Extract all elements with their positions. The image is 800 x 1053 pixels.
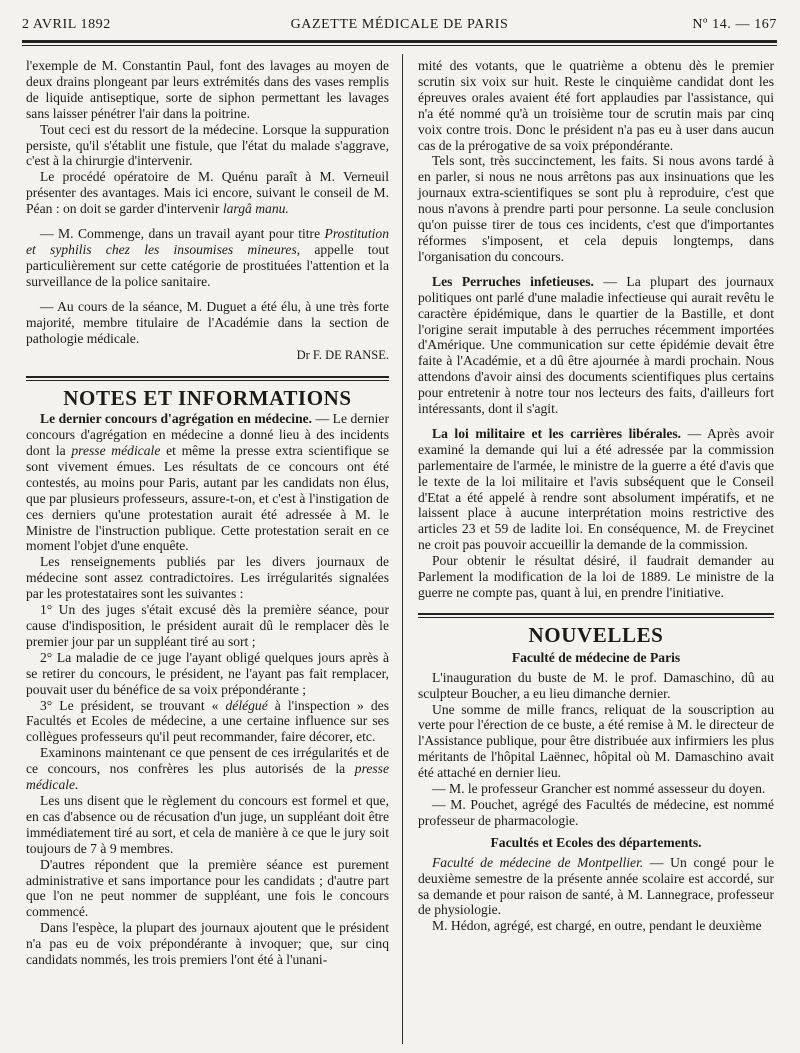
- paragraph: Le dernier concours d'agrégation en médecine. — Le dernier concours d'agrégation en médecine a donné lieu à des incidents dont la presse médicale et même la presse extra scientifique se sont vivement émues. Les résultats de ce concours ont été contestés, au moins pour Paris, autant par les candidats non élus, que par plusieurs professeurs, assure-t-on, et c'est à l'instigation de ces derniers qu'une protestation aurait été adressée à M. le Ministre de l'instruction publique. Cette protestation serait en ce moment l'objet d'une enquête.: [26, 411, 389, 554]
- paragraph: Le procédé opératoire de M. Quénu paraît à M. Verneuil présenter des avantages. Mais ici encore, suivant le conseil de M. Péan : on doit se garder d'intervenir largâ manu.: [26, 169, 389, 217]
- paragraph: M. Hédon, agrégé, est chargé, en outre, pendant le deuxième: [432, 918, 762, 934]
- paragraph: Une somme de mille francs, reliquat de la souscription au verte pour l'érection de ce buste, a été remise à M. le directeur de l'Assistance publique, pour être distribuée aux infirmiers les plus méritants de l'hôpital Laënnec, hôpital où M. Damaschino avait été attaché en dernier lieu.: [418, 701, 774, 781]
- paragraph: Pour obtenir le résultat désiré, il faudrait demander au Parlement la modification de la loi de 1889. Le ministre de la guerre ne compte pas, quant à lui, en prendre l'initiative.: [418, 553, 774, 600]
- paragraph: 2° La maladie de ce juge l'ayant obligé quelques jours après à se retirer du concours, le président, ne l'ayant pas fait remplacer, pouvait user du bénéfice de sa voix prépondérante ;: [26, 649, 389, 697]
- header-journal: GAZETTE MÉDICALE DE PARIS: [290, 17, 509, 32]
- paragraph: Examinons maintenant ce que pensent de ces irrégularités et de ce concours, nos confrères les plus autorisés de la presse médicale.: [26, 745, 389, 793]
- paragraph: l'exemple de M. Constantin Paul, font des lavages au moyen de deux drains plongeant par leurs extrémités dans des vases remplis de liquide antiseptique, sorte de siphon permettant les lavages sans laisser pénétrer l'air dans la poitrine.: [26, 58, 389, 121]
- right-column: [418, 58, 774, 934]
- paragraph: — M. le professeur Grancher est nommé assesseur du doyen.: [432, 781, 766, 797]
- paragraph: Les Perruches infetieuses. — La plupart des journaux politiques ont parlé d'une maladie infectieuse qui aurait revêtu le caractère épidémique, dans le quartier de la Bastille, et dont l'origine serait imputable à des perruches récemment importées d'Amérique. Une communication sur cette épidémie devait être faite à l'Académie, et a dû être ajournée à mardi prochain. Nous attendons d'avoir ainsi des documents scientifiques plus certains pour entretenir à notre tour nos lecteurs des faits, d'ailleurs fort intéressants, dont il s'agit.: [418, 273, 774, 417]
- paragraph: Les uns disent que le règlement du concours est formel et que, en cas d'absence ou de récusation d'un juge, un suppléant doit être immédiatement tiré au sort, et cela de manière à ce que le jury soit toujours de 7 à 9 membres.: [26, 792, 389, 856]
- paragraph: La loi militaire et les carrières libérales. — Après avoir examiné la demande qui lui a été adressée par la commission parlementaire de l'armée, le ministre de la guerre a été d'avis que le texte de la loi militaire et l'avis subséquent que le Conseil d'Etat a été appelé à rendre sont absolument impératifs, et ne laissent place à aucune interprétation moins restrictive des articles 23 et 59 de ladite loi. En conséquence, M. de Freycinet ne croit pas pouvoir accueillir la demande de la commission.: [418, 425, 775, 553]
- signature: Dr F. DE RANSE.: [296, 348, 389, 363]
- paragraph: Tout ceci est du ressort de la médecine. Lorsque la suppuration persiste, qu'il s'établit une fistule, que l'état du malade s'aggrave, c'est à la chirurgie d'intervenir.: [26, 121, 389, 169]
- paragraph: Faculté de médecine de Montpellier. — Un congé pour le deuxième semestre de la présente année scolaire est accordé, sur sa demande et pour raison de santé, à M. Lannegrace, professeur de physiologie.: [418, 854, 774, 918]
- subsection-title: Facultés et Ecoles des départements.: [490, 834, 702, 850]
- paragraph: Les renseignements publiés par les divers journaux de médecine sont assez contradictoires. Les irrégularités signalées par les protestataires sont les suivantes :: [26, 554, 389, 602]
- paragraph: D'autres répondent que la première séance est purement administrative et sans importance pour les candidats ; d'autre part que l'on ne peut nommer de suppléant, une fois le concours commencé.: [26, 856, 389, 920]
- paragraph: — Au cours de la séance, M. Duguet a été élu, à une très forte majorité, membre titulaire de l'Académie dans la section de pathologie médicale.: [26, 298, 389, 346]
- section-title: NOUVELLES: [528, 622, 664, 647]
- section-title: NOTES ET INFORMATIONS: [63, 386, 352, 411]
- paragraph: L'inauguration du buste de M. le prof. Damaschino, dû au sculpteur Boucher, a eu lieu dimanche dernier.: [418, 669, 774, 701]
- header-rule: [22, 40, 777, 46]
- header-date: 2 AVRIL 1892: [22, 17, 111, 32]
- paragraph: — M. Commenge, dans un travail ayant pour titre Prostitution et syphilis chez les insoumises mineures, appelle tout particulièrement sur cette catégorie de prostituées l'attention et la surveillance de la police sanitaire.: [26, 226, 390, 289]
- paragraph: mité des votants, que le quatrième a obtenu dès le premier scrutin six voix sur huit. Reste le cinquième candidat dont les épreuves orales avaient été fort applaudies par l'assistance, qui n'a été nommé qu'à un troisième tour de scrutin mais par cinq voix contre trois. Donc le président n'a pas eu à user dans aucun cas de la prérogative de sa voix prépondérante.: [418, 58, 774, 153]
- subsection-title: Faculté de médecine de Paris: [511, 649, 681, 665]
- paragraph: 1° Un des juges s'était excusé dès la première séance, pour cause d'indisposition, le président aurait dû le remplacer dès le premier jour par un suppléant tiré au sort ;: [26, 602, 389, 649]
- paragraph: 3° Le président, se trouvant « délégué à l'inspection » des Facultés et Ecoles de médecine, a une certaine influence sur ses collègues professeurs qu'il peut recommander, faire décorer, etc.: [26, 697, 389, 745]
- column-divider: [402, 54, 403, 1044]
- running-header: [22, 17, 777, 39]
- section-rule: [418, 613, 774, 618]
- left-column: [26, 58, 389, 968]
- section-rule: [26, 376, 389, 381]
- paragraph: Tels sont, très succinctement, les faits. Si nous avons tardé à en parler, si nous ne nous arrêtons pas aux insinuations que les journaux extra-scientifiques se sont plu à reproduire, c'est que nous n'avons à prendre parti pour personne. La seule conclusion qu'on puisse tirer de tous ces incidents, c'est que d'importantes réformes s'imposent, et cela depuis longtemps, dans l'organisation du concours.: [418, 153, 774, 264]
- paragraph: — M. Pouchet, agrégé des Facultés de médecine, est nommé professeur de pharmacologie.: [418, 796, 774, 828]
- paragraph: Dans l'espèce, la plupart des journaux ajoutent que le président n'a pas eu de voix prépondérante à invoquer; que, sur cinq candidats nommés, les trois premiers l'ont été à l'unani-: [26, 920, 389, 968]
- header-issue: Nº 14. — 167: [692, 17, 777, 32]
